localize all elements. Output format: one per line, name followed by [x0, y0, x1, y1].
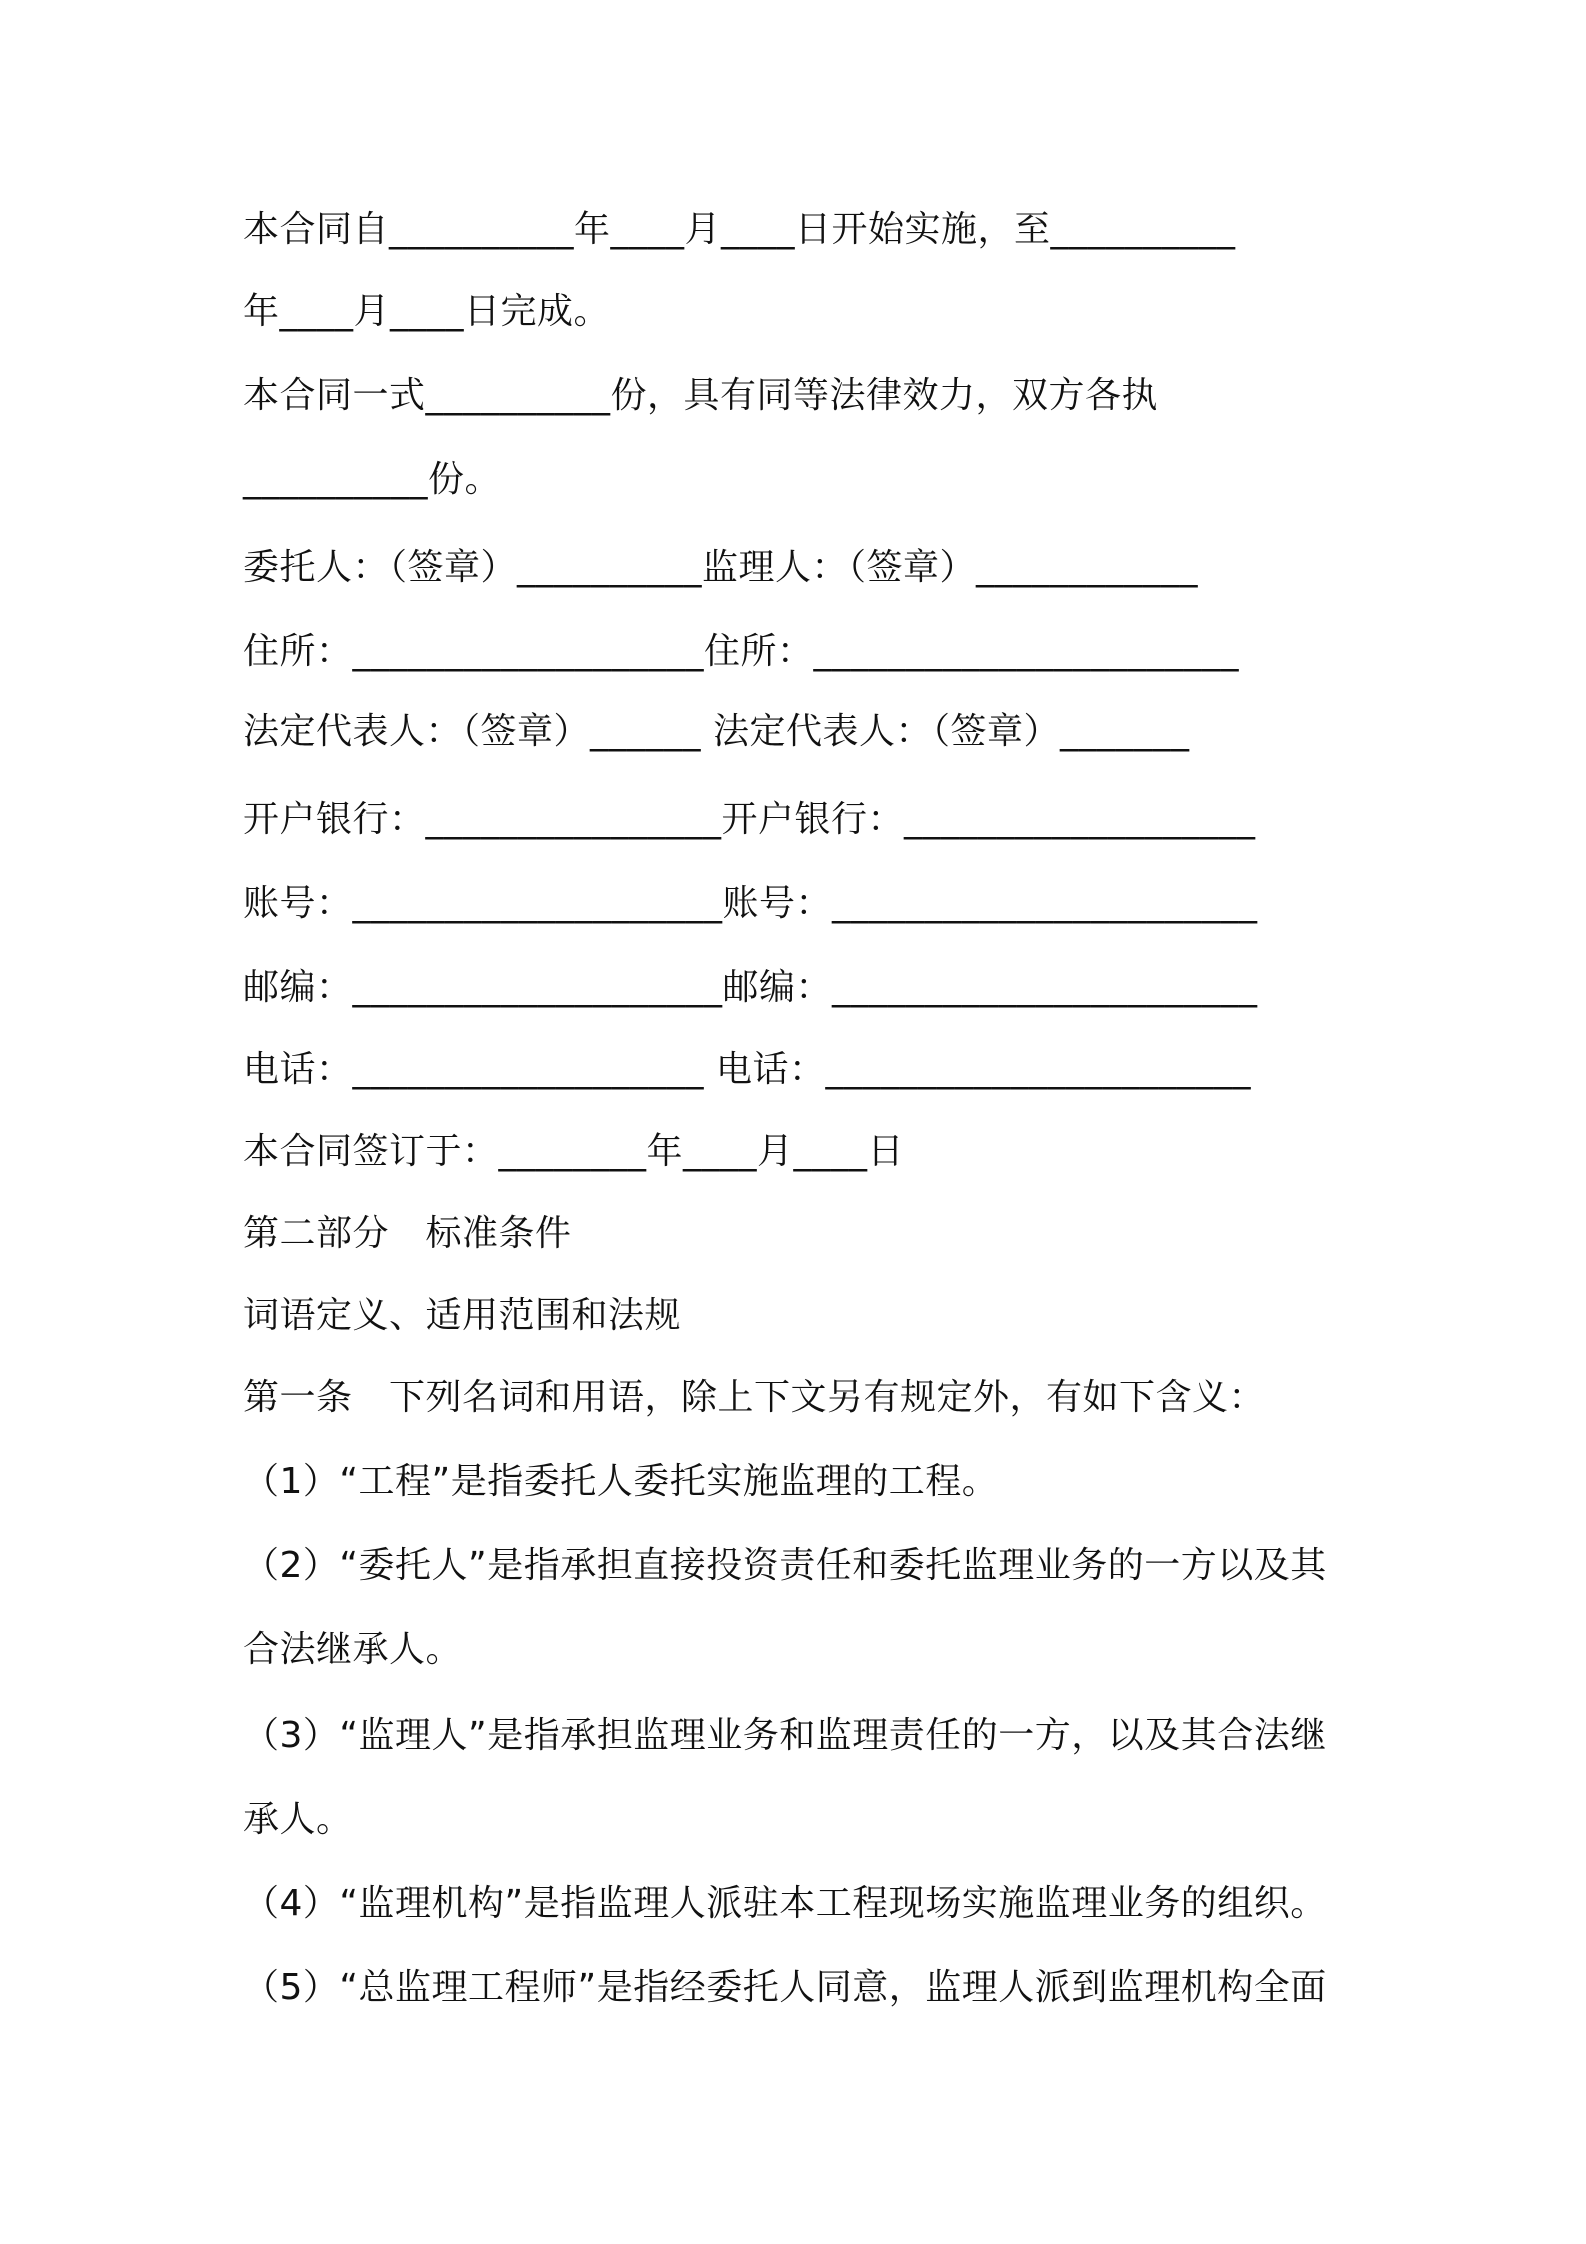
postal-code-line: 邮编：____________________邮编：_______________________ — [243, 967, 1258, 1008]
definition-item-2: （2）“委托人”是指承担直接投资责任和委托监理业务的一方以及其 — [243, 1545, 1327, 1586]
phone-line: 电话：___________________ 电话：_______________________ — [243, 1049, 1251, 1090]
definition-item-5: （5）“总监理工程师”是指经委托人同意，监理人派到监理机构全面 — [243, 1967, 1327, 2008]
definition-item-2-continued: 合法继承人。 — [243, 1629, 463, 1670]
address-line: 住所：___________________住所：_______________________ — [243, 631, 1240, 672]
definition-item-4: （4）“监理机构”是指监理人派驻本工程现场实施监理业务的组织。 — [243, 1883, 1327, 1924]
copies-count-line: 本合同一式__________份，具有同等法律效力，双方各执 — [243, 375, 1159, 416]
definition-item-3: （3）“监理人”是指承担监理业务和监理责任的一方，以及其合法继 — [243, 1715, 1327, 1756]
account-number-line: 账号：____________________账号：_______________________ — [243, 883, 1258, 924]
article-one-heading: 第一条 下列名词和用语，除上下文另有规定外，有如下含义： — [243, 1377, 1266, 1418]
definition-item-1: （1）“工程”是指委托人委托实施监理的工程。 — [243, 1461, 999, 1502]
signing-date-line: 本合同签订于：________年____月____日 — [243, 1131, 905, 1172]
section-heading: 词语定义、适用范围和法规 — [243, 1295, 682, 1336]
bank-line: 开户银行：________________开户银行：___________________ — [243, 799, 1256, 840]
contract-period-start-line: 本合同自__________年____月____日开始实施，至__________ — [243, 209, 1236, 250]
copies-each-line: __________份。 — [243, 459, 502, 500]
legal-representative-line: 法定代表人：（签章）______ 法定代表人：（签章）_______ — [243, 711, 1190, 752]
signatory-line: 委托人：（签章）__________监理人：（签章）____________ — [243, 547, 1199, 588]
definition-item-3-continued: 承人。 — [243, 1799, 353, 1840]
part-two-heading: 第二部分 标准条件 — [243, 1213, 572, 1254]
contract-period-end-line: 年____月____日完成。 — [243, 291, 611, 332]
